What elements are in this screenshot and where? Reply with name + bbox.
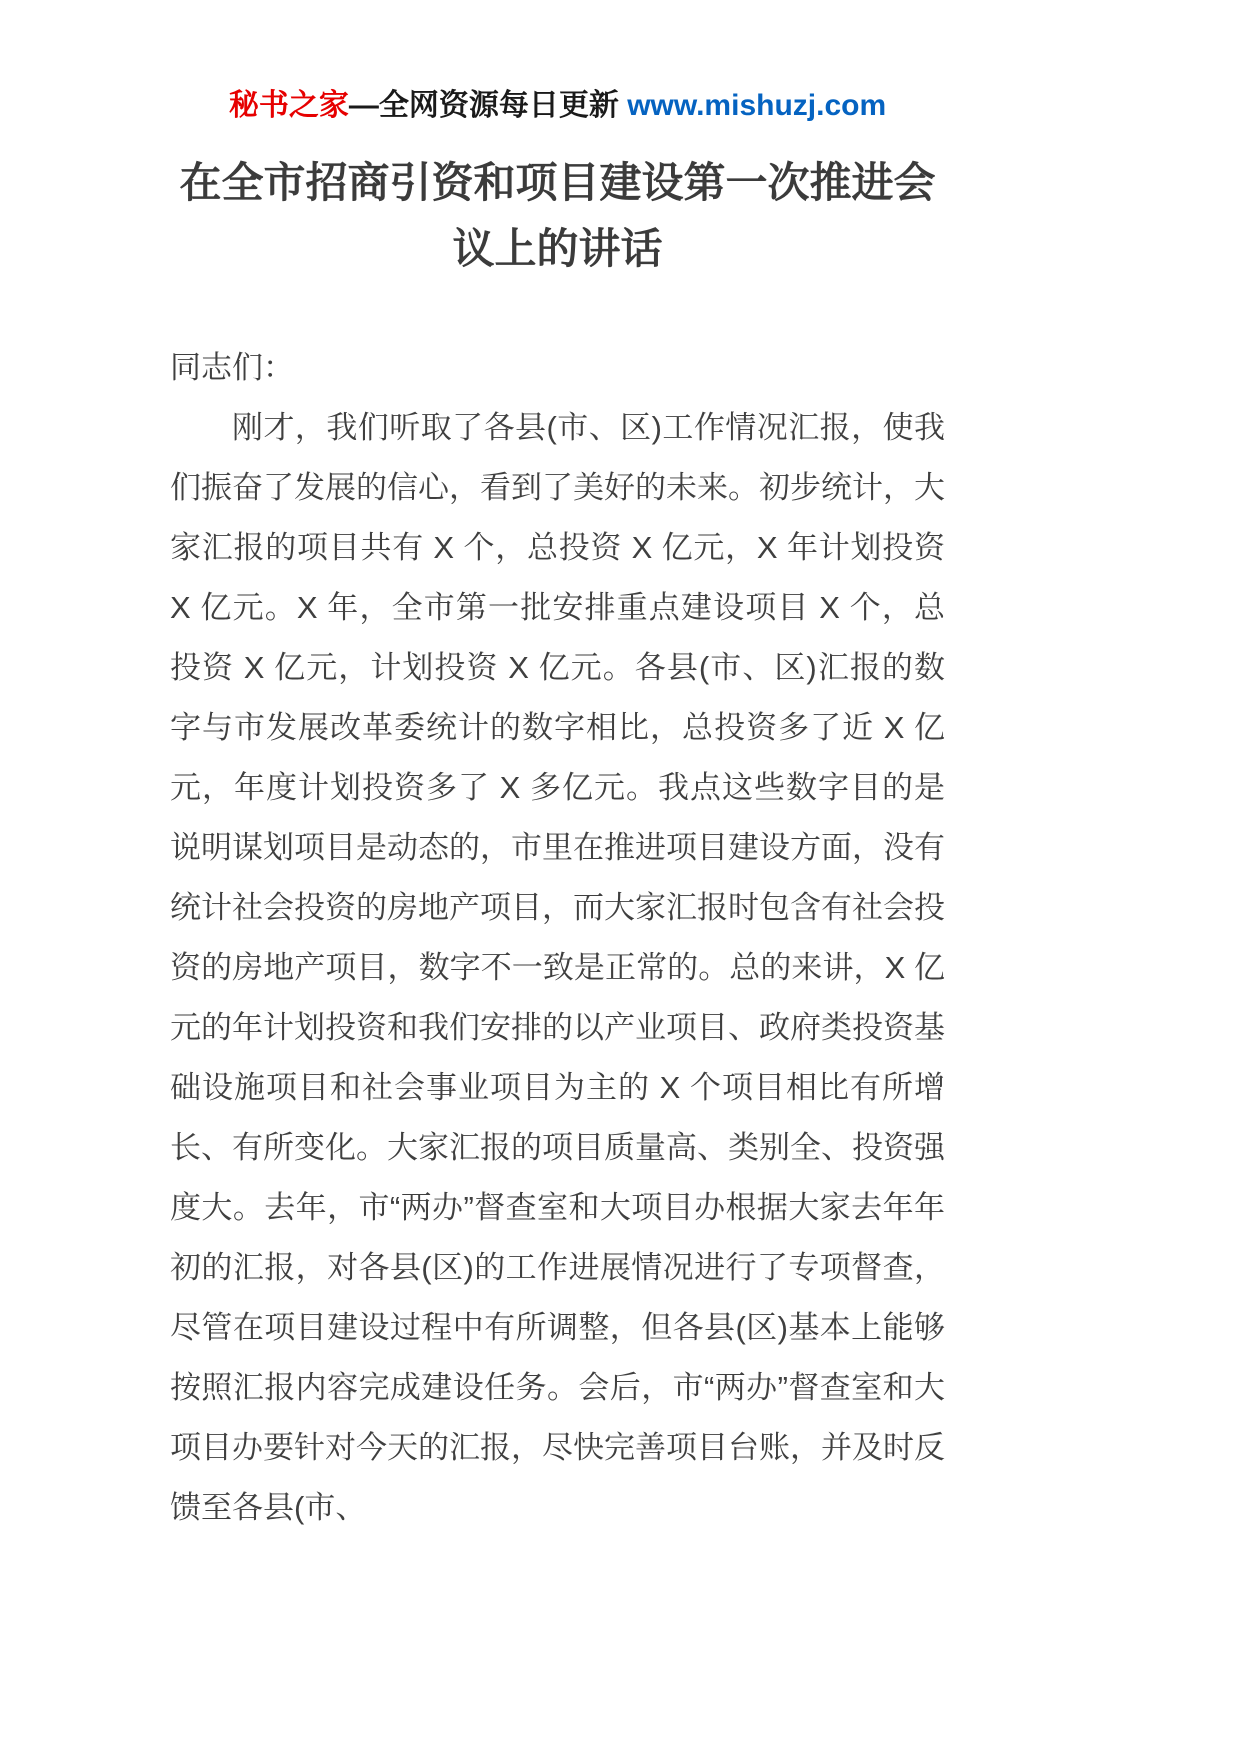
site-brand: 秘书之家 (228, 89, 349, 122)
document-content (170, 86, 945, 1538)
site-url-link[interactable]: www.mishuzj.com (627, 89, 887, 122)
body-paragraph: 刚才，我们听取了各县(市、区)工作情况汇报，使我们振奋了发展的信心，看到了美好的未来。初步统计，大家汇报的项目共有 X 个，总投资 X 亿元，X 年计划投资 X 亿元。X 年，全市第一批安排重点建设项目 X 个，总投资 X 亿元，计划投资 X 亿元。各县(市、区)汇报的数字与市发展改革委统计的数字相比，总投资多了近 X 亿元，年度计划投资多了 X 多亿元。我点这些数字目的是说明谋划项目是动态的，市里在推进项目建设方面，没有统计社会投资的房地产项目，而大家汇报时包含有社会投资的房地产项目，数字不一致是正常的。总的来讲，X 亿元的年计划投资和我们安排的以产业项目、政府类投资基础设施项目和社会事业项目为主的 X 个项目相比有所增长、有所变化。大家汇报的项目质量高、类别全、投资强度大。去年，市“两办”督查室和大项目办根据大家去年年初的汇报，对各县(区)的工作进展情况进行了专项督查，尽管在项目建设过程中有所调整，但各县(区)基本上能够按照汇报内容完成建设任务。会后，市“两办”督查室和大项目办要针对今天的汇报，尽快完善项目台账，并及时反馈至各县(市、 (170, 410, 945, 1525)
salutation: 同志们： (170, 350, 294, 385)
site-header (170, 86, 945, 126)
document-title: 在全市招商引资和项目建设第一次推进会议上的讲话 (179, 159, 936, 272)
site-tagline: —全网资源每日更新 (348, 89, 628, 122)
